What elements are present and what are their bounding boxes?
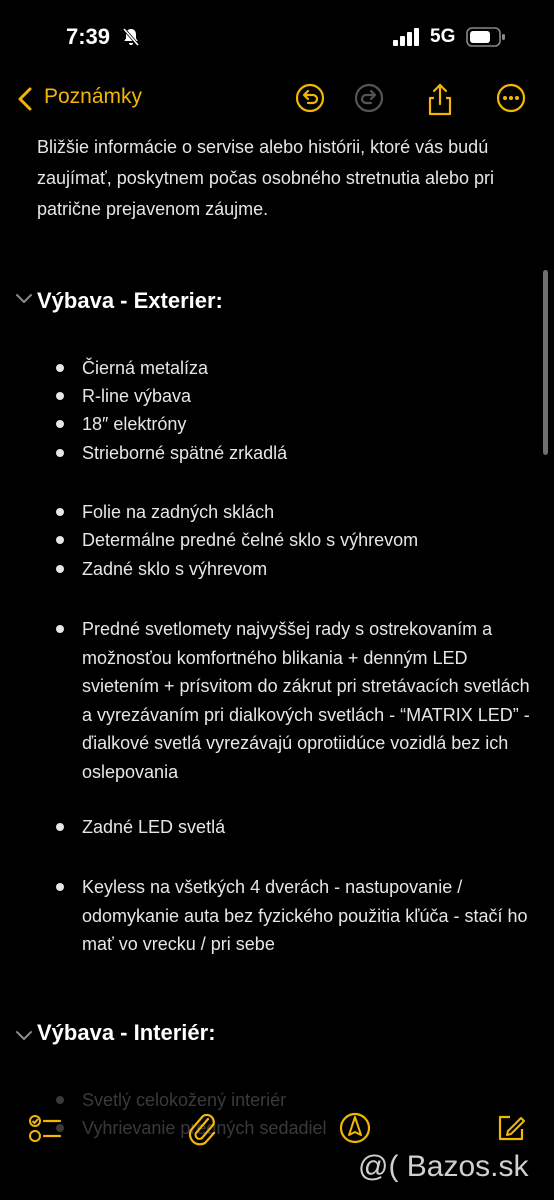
redo-icon[interactable] [353,82,385,119]
network-label: 5G [430,26,456,47]
markup-icon[interactable] [338,1111,372,1150]
list-item: Vyhrievanie predných sedadiel [82,1118,327,1138]
list-item: R-line výbava [82,386,192,406]
bullet-dot [56,625,64,633]
list-item: Predné svetlomety najvyššej rady s ostrekovaním a možnosťou komfortného blikania + denným LED svietením + prísvitom do zákrut pri stretávacích svetlách a vyrezávaním pri dialkových svetlách - “MATRIX LED” - ďialkové svetlá vyrezávajú oprotiidúce vozidlá bez ich oslepovania [82,619,530,782]
list-item: Svetlý celokožený interiér [82,1090,287,1110]
bullet-dot [56,508,64,516]
share-icon[interactable] [424,82,456,121]
collapse-chevron-icon[interactable] [14,292,34,311]
list-item: Strieborné spätné zrkadlá [82,443,288,463]
bell-slash-icon [121,27,141,52]
bullet-dot [56,536,64,544]
list-item: Čierná metalíza [82,358,209,378]
nav-bar [0,72,554,124]
list-item: Zadné sklo s výhrevom [82,559,268,579]
list-item: Folie na zadných sklách [82,502,275,522]
battery-icon [466,27,506,52]
status-time: 7:39 [66,24,111,49]
bullet-dot [56,565,64,573]
scrollbar[interactable] [543,270,548,455]
bullet-dot [56,392,64,400]
bullet-dot [56,449,64,457]
bullet-dot [56,883,64,891]
collapse-chevron-icon[interactable] [14,1029,34,1048]
list-item: 18″ elektróny [82,414,187,434]
bullet-dot [56,420,64,428]
back-chevron-icon[interactable] [16,86,34,117]
status-bar [0,0,554,70]
list-item: Determálne predné čelné sklo s výhrevom [82,530,419,550]
list-item: Zadné LED svetlá [82,817,226,837]
bottom-toolbar [0,1105,554,1155]
watermark: @( Bazos.sk [358,1150,529,1183]
signal-icon [393,28,423,51]
list-item: Keyless na všetkých 4 dverách - nastupovanie / odomykanie auta bez fyzického použitia kľúča - stačí ho mať vo vrecku / pri sebe [82,877,528,954]
checklist-icon[interactable] [28,1111,62,1150]
compose-icon[interactable] [494,1111,528,1150]
intro-paragraph: Bližšie informácie o servise alebo histórii, ktoré vás budú zaujímať, poskytnem počas osobného stretnutia alebo pri patrične prejavenom záujme. [37,137,495,219]
section-heading-interier: Výbava - Interiér: [37,1020,216,1045]
more-icon[interactable] [495,82,527,119]
section-heading-exterier: Výbava - Exterier: [37,288,223,313]
back-button[interactable]: Poznámky [44,85,143,108]
ghost-line [30,14,35,33]
bullet-dot [56,364,64,372]
attachment-icon[interactable] [186,1111,218,1152]
bullet-dot [56,1096,64,1104]
bullet-dot [56,823,64,831]
undo-icon[interactable] [294,82,326,119]
